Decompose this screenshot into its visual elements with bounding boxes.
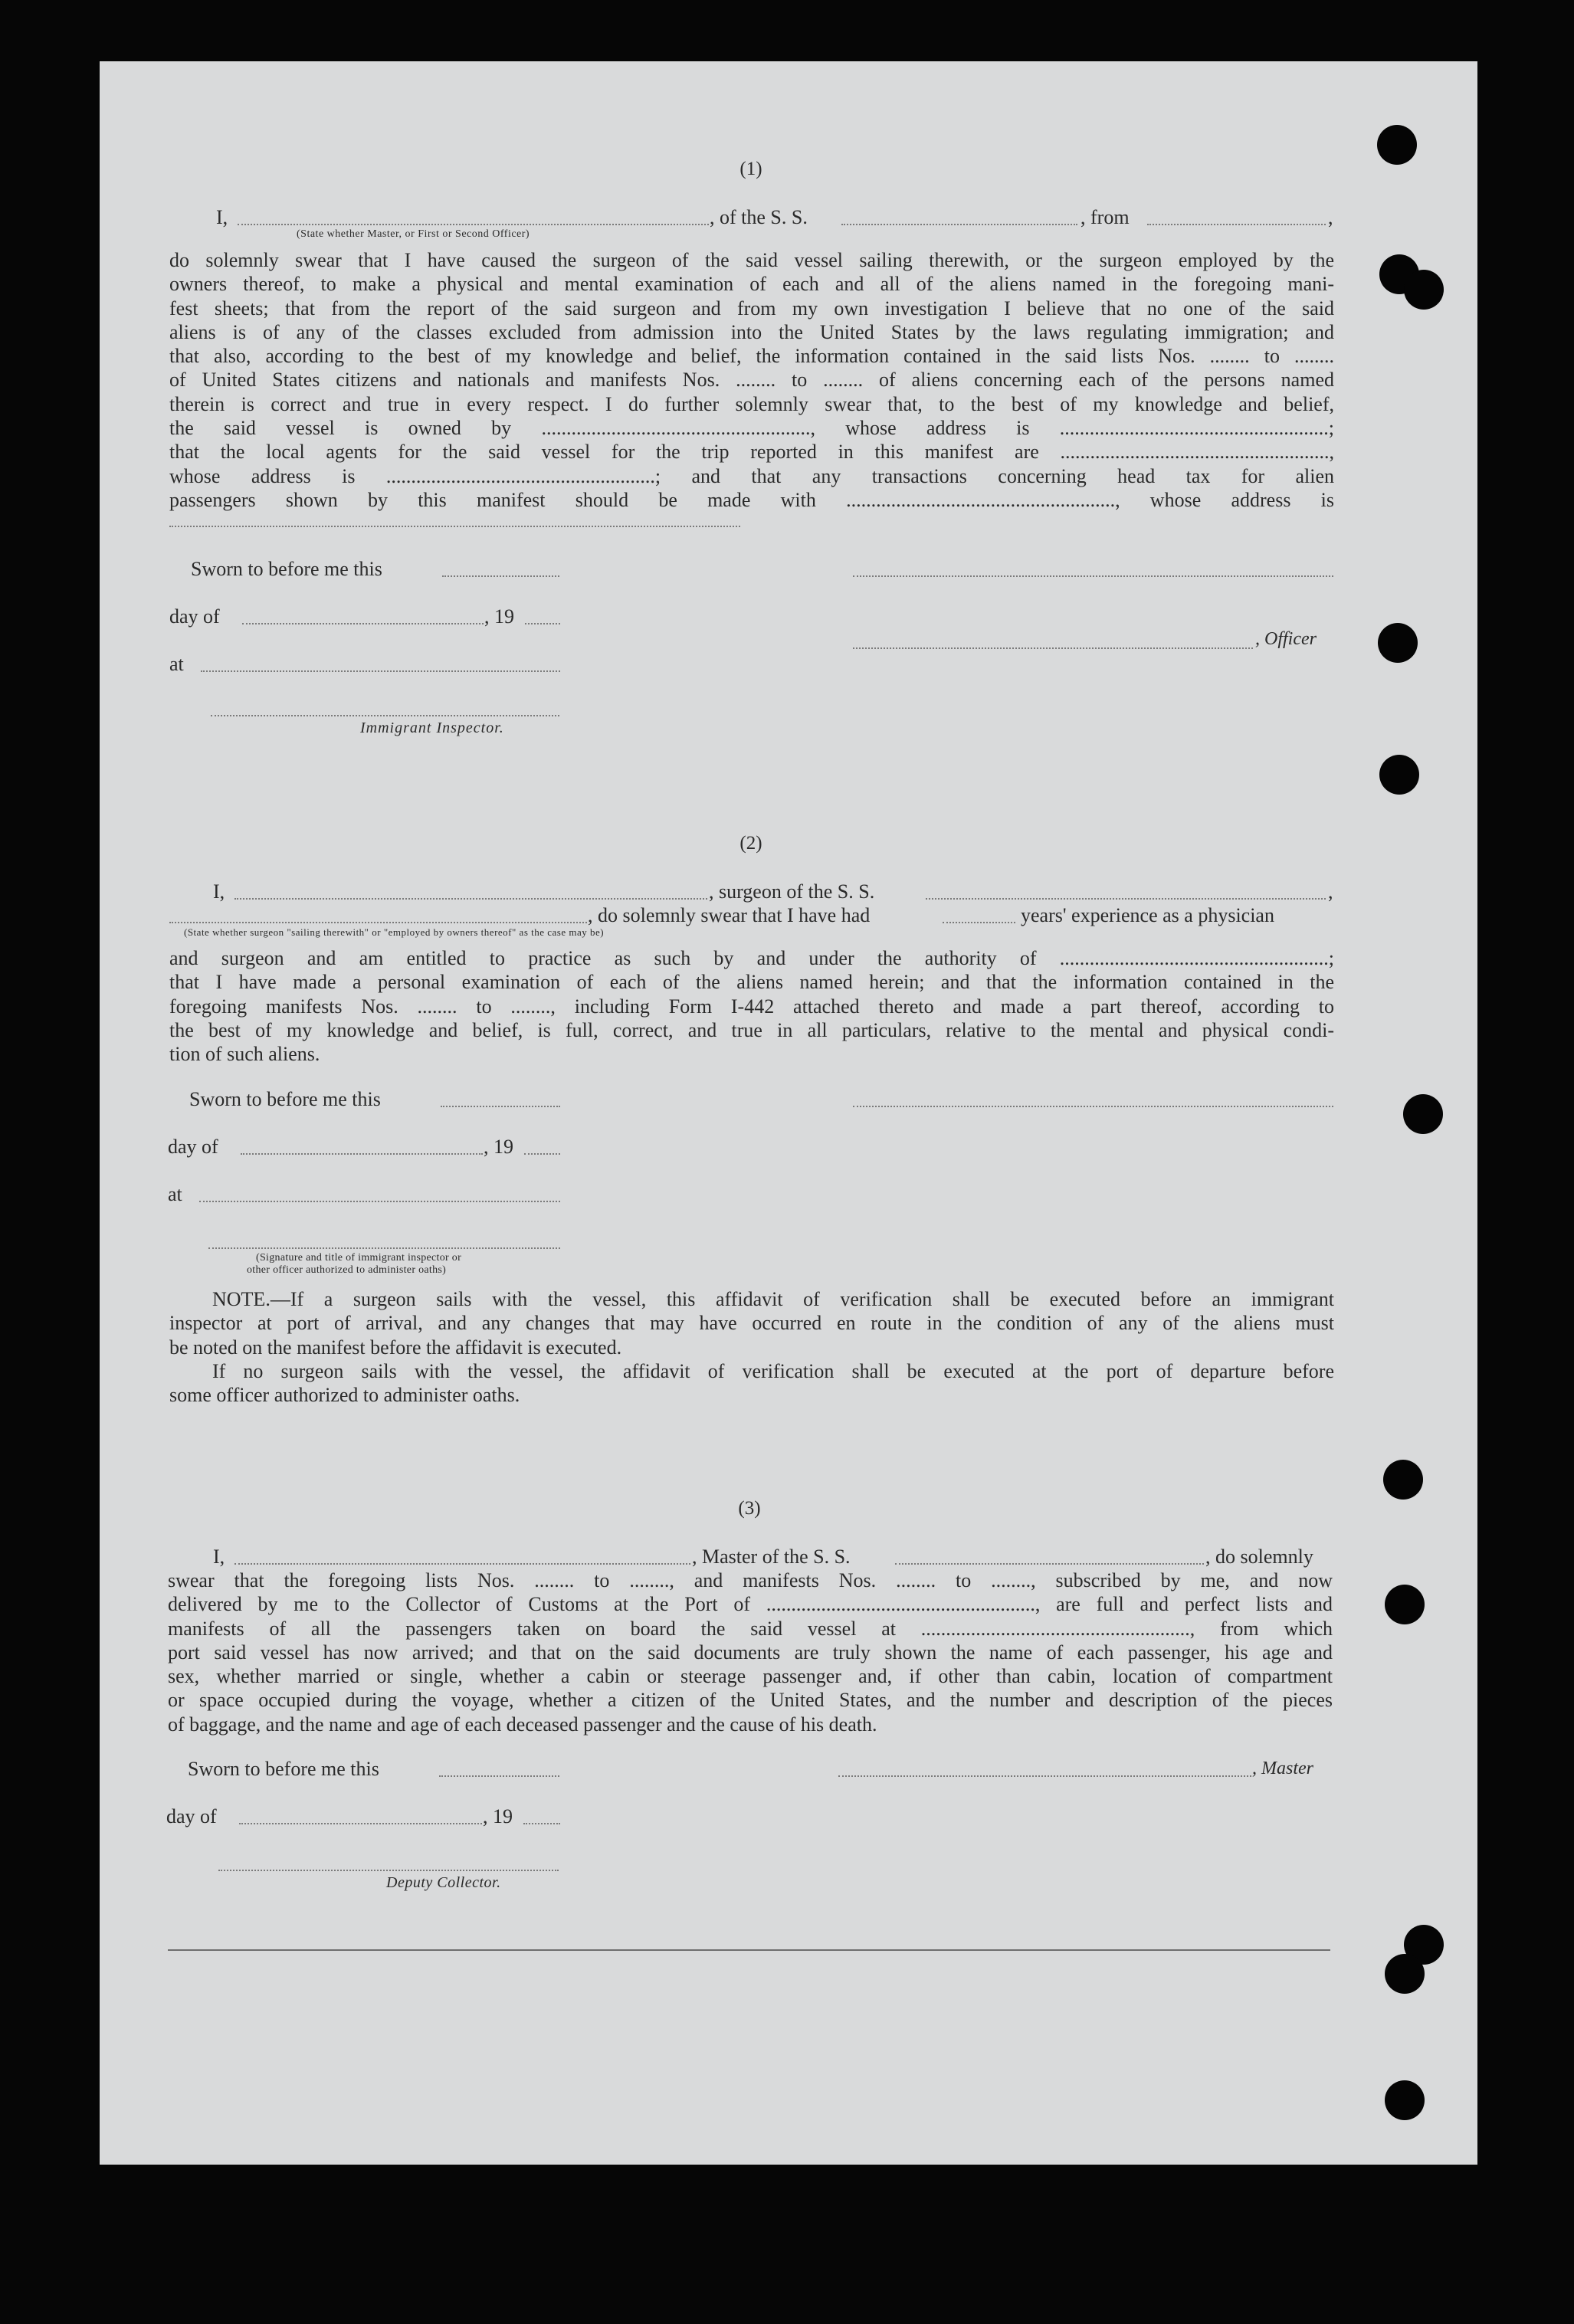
oath-line: foregoing manifests Nos. ........ to ........, including Form I-442 attached thereto and made a part thereof, according to <box>169 995 1334 1018</box>
s3-i-label: I, <box>213 1546 225 1568</box>
s3-master-label: , Master <box>1252 1759 1313 1778</box>
oath-line: the best of my knowledge and belief, is full, correct, and true in all particulars, relative to the mental and physical condi- <box>169 1018 1334 1041</box>
s2-inspector-signature-blank <box>208 1247 560 1249</box>
s3-vessel-blank <box>895 1563 1204 1565</box>
master-title-note: (State whether Master, or First or Second Officer) <box>297 228 530 240</box>
punch-hole <box>1385 1585 1425 1624</box>
s1-month-blank <box>242 623 484 624</box>
oath-line: owners thereof, to make a physical and mental examination of each and all of the aliens named in the foregoing mani- <box>169 273 1334 296</box>
section-1-number: (1) <box>739 159 762 179</box>
s1-comma: , <box>1328 206 1333 228</box>
s3-sworn-date-blank <box>439 1775 559 1777</box>
oath-line: port said vessel has now arrived; and that on the said documents are truly shown the name of each passenger, his age and <box>168 1641 1333 1664</box>
punch-hole <box>1385 2080 1425 2120</box>
punch-hole <box>1383 1460 1423 1500</box>
oath-line: delivered by me to the Collector of Customs at the Port of ......................................................, are full and perfect lists and <box>168 1593 1333 1616</box>
s1-year-blank <box>525 623 560 624</box>
punch-hole <box>1379 755 1419 795</box>
s1-day-of-label: day of <box>169 605 220 628</box>
s1-i-label: I, <box>216 206 228 228</box>
oath-line: passengers shown by this manifest should be made with ......................................................, whose address is <box>169 488 1334 511</box>
oath-line: whose address is ......................................................; and that any transactions concerning head tax for alien <box>169 464 1334 487</box>
note-line: inspector at port of arrival, and any changes that may have occurred en route in the condition of any of the aliens must <box>169 1312 1334 1335</box>
s3-master-signature-blank <box>838 1775 1251 1777</box>
s2-name-blank <box>234 898 707 900</box>
oath-line: manifests of all the passengers taken on board the said vessel at ......................................................, from which <box>168 1617 1333 1640</box>
s1-signature-blank <box>853 575 1333 577</box>
oath-line: of United States citizens and nationals and manifests Nos. ........ to ........ of aliens concerning each of the persons named <box>169 369 1334 392</box>
s1-inspector-signature-blank <box>211 715 559 716</box>
address-blank <box>169 526 740 527</box>
s2-vessel-blank <box>926 898 1326 900</box>
oath-line: that the local agents for the said vessel for the trip reported in this manifest are ......................................................, <box>169 441 1334 464</box>
from-port-blank <box>1147 224 1326 225</box>
s2-signature-note: (Signature and title of immigrant inspector or <box>256 1252 462 1264</box>
s3-collector-label: Deputy Collector. <box>386 1874 501 1891</box>
vessel-name-blank <box>841 224 1077 225</box>
s1-officer-blank <box>853 647 1253 649</box>
s3-month-blank <box>239 1823 482 1824</box>
punch-hole <box>1378 623 1418 663</box>
oath-line: and surgeon and am entitled to practice as such by and under the authority of ......................................................; <box>169 947 1334 969</box>
oath-line: therein is correct and true in every respect. I do further solemnly swear that, to the best of my knowledge and belief, <box>169 392 1334 415</box>
s1-sworn-label: Sworn to before me this <box>191 558 382 580</box>
oath-line: fest sheets; that from the report of the said surgeon and from my own investigation I believe that no one of the said <box>169 297 1334 320</box>
s3-name-blank <box>234 1563 690 1565</box>
s2-comma: , <box>1328 880 1333 903</box>
bottom-rule <box>168 1949 1330 1951</box>
punch-hole <box>1377 125 1417 165</box>
s3-collector-signature-blank <box>218 1870 559 1871</box>
s2-place-blank <box>199 1201 560 1202</box>
s1-officer-label: , Officer <box>1255 629 1317 649</box>
s3-day-of-label: day of <box>166 1805 217 1827</box>
oath-line: that also, according to the best of my knowledge and belief, the information contained in the said lists Nos. ........ to ........ <box>169 345 1334 368</box>
oath-line: aliens is of any of the classes excluded from admission into the United States by the laws regulating immigration; and <box>169 320 1334 343</box>
s3-year-blank <box>523 1823 560 1824</box>
s2-signature-note: other officer authorized to administer oaths) <box>247 1264 447 1276</box>
oath-line: sex, whether married or single, whether a cabin or steerage passenger and, if other than cabin, location of compartment <box>168 1665 1333 1688</box>
note-line: be noted on the manifest before the affidavit is executed. <box>169 1336 622 1359</box>
oath-line: do solemnly swear that I have caused the surgeon of the said vessel sailing therewith, or the surgeon employed by the <box>169 249 1334 271</box>
s2-sworn-label: Sworn to before me this <box>189 1088 381 1110</box>
s2-month-blank <box>241 1153 483 1155</box>
section-2-number: (2) <box>739 833 762 854</box>
s2-i-label: I, <box>213 880 225 903</box>
s1-of-ss-label: , of the S. S. <box>710 206 808 228</box>
note-line: If no surgeon sails with the vessel, the affidavit of verification shall be executed at the port of departure before <box>212 1359 1334 1382</box>
s3-sworn-label: Sworn to before me this <box>188 1758 379 1780</box>
s1-year-label: , 19 <box>484 605 514 628</box>
oath-line: the said vessel is owned by ......................................................, whose address is ......................................................; <box>169 417 1334 440</box>
s3-master-of-label: , Master of the S. S. <box>692 1546 851 1568</box>
s1-sworn-date-blank <box>442 575 559 577</box>
s1-inspector-label: Immigrant Inspector. <box>360 719 504 736</box>
s2-surgeon-type-blank <box>169 922 587 923</box>
surgeon-type-note: (State whether surgeon "sailing therewith" or "employed by owners thereof" as the case may be) <box>184 926 605 938</box>
section-3-oath <box>168 1568 1333 1736</box>
s2-year-blank <box>524 1153 560 1155</box>
s2-sworn-date-blank <box>441 1106 560 1107</box>
punch-hole <box>1404 270 1444 310</box>
section-1-oath <box>169 248 1334 512</box>
s2-day-of-label: day of <box>168 1136 218 1158</box>
oath-line: swear that the foregoing lists Nos. ........ to ........, and manifests Nos. ........ to ........, subscribed by me, and now <box>168 1569 1333 1591</box>
oath-line: of baggage, and the name and age of each deceased passenger and the cause of his death. <box>168 1713 877 1736</box>
s3-solemnly-label: , do solemnly <box>1205 1546 1313 1568</box>
s2-years-blank <box>943 922 1015 923</box>
note-line: NOTE.—If a surgeon sails with the vessel, this affidavit of verification shall be executed before an immigrant <box>212 1288 1334 1310</box>
s2-surgeon-of-label: , surgeon of the S. S. <box>709 880 875 903</box>
s1-from-label: , from <box>1080 206 1130 228</box>
s2-year-label: , 19 <box>484 1136 513 1158</box>
punch-hole <box>1385 1954 1425 1994</box>
s2-years-label: years' experience as a physician <box>1021 904 1274 926</box>
section-3-number: (3) <box>738 1498 761 1519</box>
s1-at-label: at <box>169 653 184 675</box>
s3-year-label: , 19 <box>483 1805 513 1827</box>
oath-line: or space occupied during the voyage, whether a citizen of the United States, and the number and description of the pieces <box>168 1689 1333 1712</box>
s1-place-blank <box>201 670 560 672</box>
section-2-oath <box>169 946 1334 1066</box>
oath-line: that I have made a personal examination of each of the aliens named herein; and that the information contained in the <box>169 971 1334 994</box>
note-line: some officer authorized to administer oaths. <box>169 1384 520 1407</box>
verification-note <box>169 1287 1334 1407</box>
oath-line: tion of such aliens. <box>169 1043 320 1066</box>
s2-swear-label: , do solemnly swear that I have had <box>588 904 871 926</box>
s2-signature-blank <box>853 1106 1333 1107</box>
s2-at-label: at <box>168 1183 182 1205</box>
punch-hole <box>1403 1094 1443 1134</box>
master-title-blank <box>238 224 709 225</box>
